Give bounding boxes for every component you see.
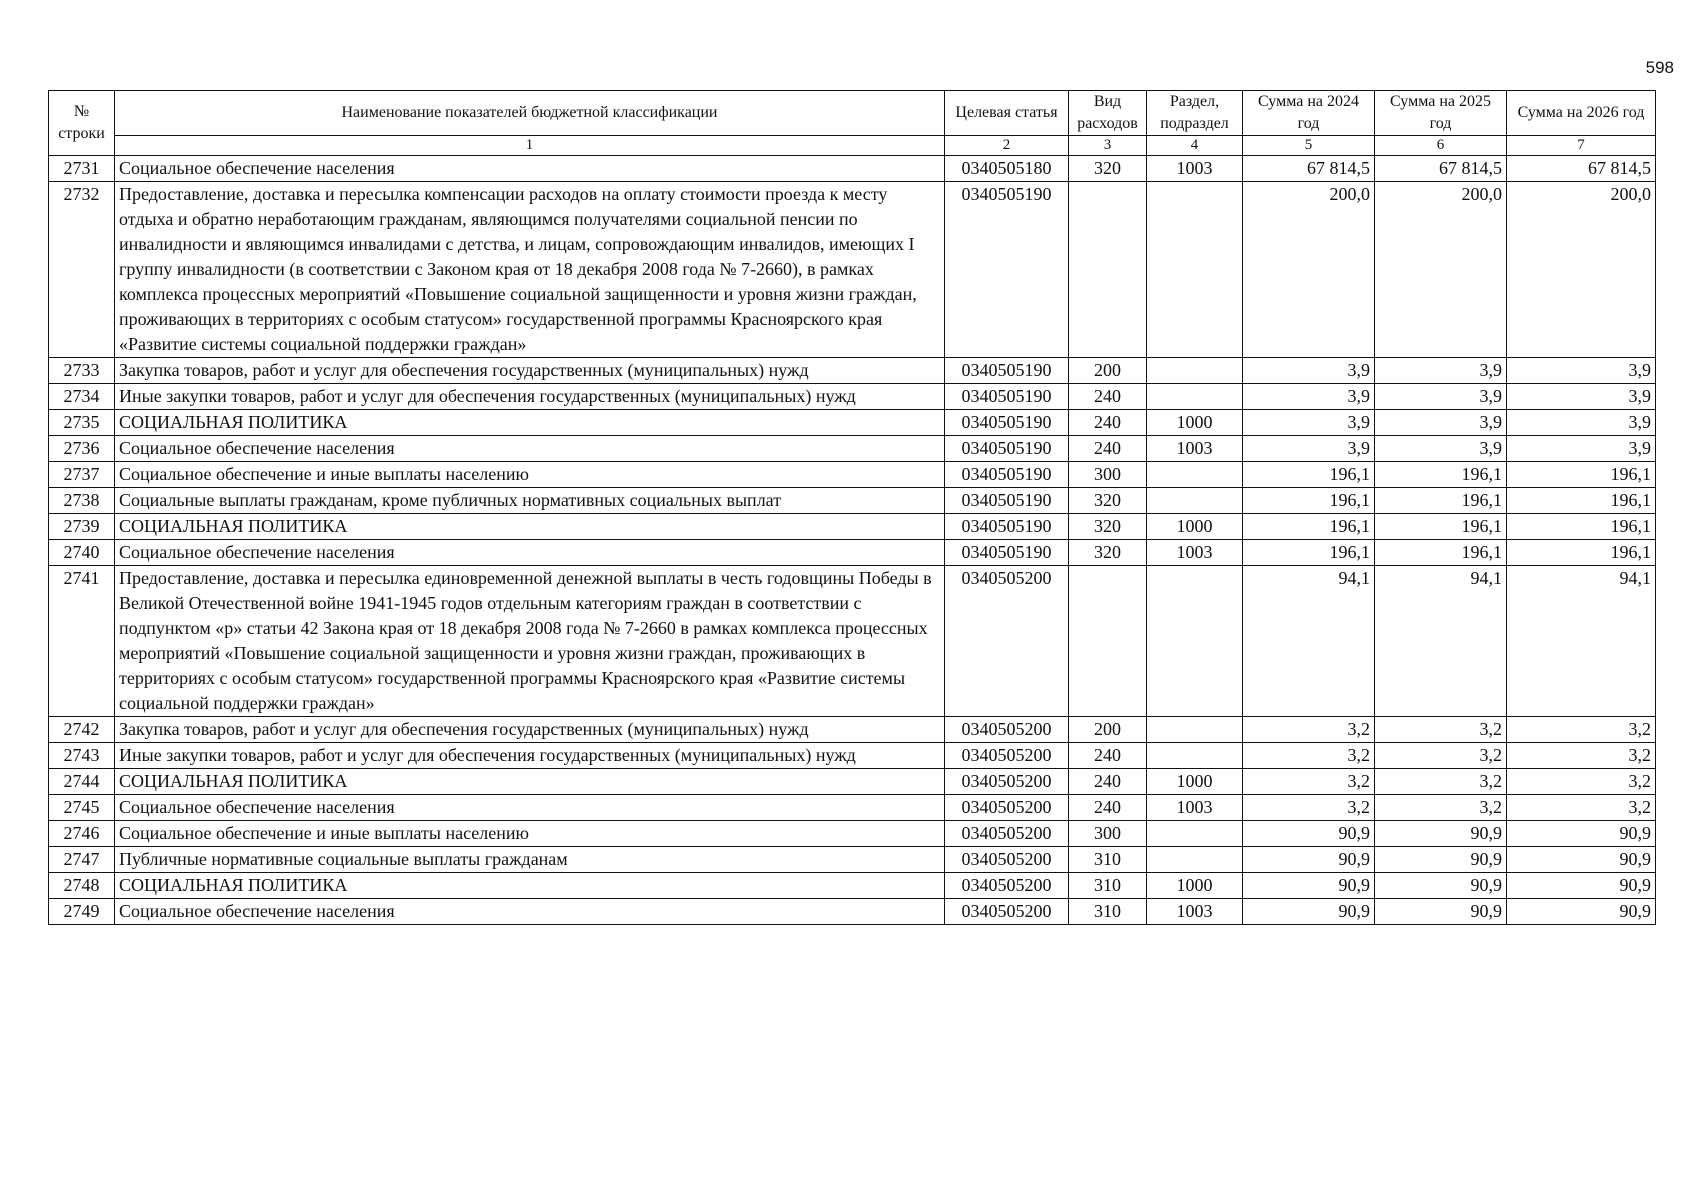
expense-type-cell: 240 <box>1069 436 1147 462</box>
target-article-cell: 0340505180 <box>945 156 1069 182</box>
row-number-cell: 2731 <box>49 156 115 182</box>
expense-type-cell: 310 <box>1069 899 1147 925</box>
row-number-cell: 2733 <box>49 358 115 384</box>
sum-2026-cell: 3,9 <box>1507 436 1656 462</box>
sum-2026-cell: 90,9 <box>1507 847 1656 873</box>
sum-2024-cell: 196,1 <box>1243 540 1375 566</box>
sum-2024-cell: 196,1 <box>1243 462 1375 488</box>
row-number-cell: 2737 <box>49 462 115 488</box>
sum-2026-cell: 3,9 <box>1507 410 1656 436</box>
row-number-cell: 2738 <box>49 488 115 514</box>
target-article-cell: 0340505200 <box>945 873 1069 899</box>
indicator-name-cell: Социальное обеспечение населения <box>115 156 945 182</box>
indicator-name-cell: СОЦИАЛЬНАЯ ПОЛИТИКА <box>115 514 945 540</box>
row-number-cell: 2739 <box>49 514 115 540</box>
sum-2024-cell: 3,9 <box>1243 384 1375 410</box>
section-cell: 1003 <box>1147 540 1243 566</box>
sum-2025-cell: 90,9 <box>1375 821 1507 847</box>
header-expense-type: Вид расходов <box>1069 91 1147 136</box>
target-article-cell: 0340505200 <box>945 717 1069 743</box>
expense-type-cell <box>1069 566 1147 717</box>
sum-2026-cell: 3,9 <box>1507 358 1656 384</box>
row-number-cell: 2747 <box>49 847 115 873</box>
indicator-name-cell: СОЦИАЛЬНАЯ ПОЛИТИКА <box>115 410 945 436</box>
table-row <box>49 566 1656 717</box>
row-number-cell: 2741 <box>49 566 115 717</box>
sum-2026-cell: 196,1 <box>1507 514 1656 540</box>
header-sum-2024: Сумма на 2024 год <box>1243 91 1375 136</box>
indicator-name-cell: Социальное обеспечение и иные выплаты населению <box>115 462 945 488</box>
column-number: 2 <box>945 136 1069 156</box>
indicator-name-cell: Социальное обеспечение населения <box>115 436 945 462</box>
table-row <box>49 847 1656 873</box>
target-article-cell: 0340505200 <box>945 566 1069 717</box>
indicator-name-cell: Социальное обеспечение и иные выплаты населению <box>115 821 945 847</box>
sum-2026-cell: 90,9 <box>1507 899 1656 925</box>
row-number-cell: 2745 <box>49 795 115 821</box>
indicator-name-cell: СОЦИАЛЬНАЯ ПОЛИТИКА <box>115 873 945 899</box>
header-row <box>49 91 1656 136</box>
sum-2026-cell: 200,0 <box>1507 182 1656 358</box>
sum-2025-cell: 3,9 <box>1375 436 1507 462</box>
column-number: 5 <box>1243 136 1375 156</box>
sum-2024-cell: 3,9 <box>1243 358 1375 384</box>
indicator-name-cell: Предоставление, доставка и пересылка компенсации расходов на оплату стоимости проезда к месту отдыха и обратно неработающим гражданам, являющимся получателями социальной пенсии по инвалидности и являющимся инвалидами с детства, и лицам, сопровождающим инвалидов, имеющих I группу инвалидности (в соответствии с Законом края от 18 декабря 2008 года № 7-2660), в рамках комплекса процессных мероприятий «Повышение социальной защищенности и уровня жизни граждан, проживающих в территориях с особым статусом» государственной программы Красноярского края «Развитие системы социальной поддержки граждан» <box>115 182 945 358</box>
target-article-cell: 0340505200 <box>945 769 1069 795</box>
table-row <box>49 488 1656 514</box>
row-number-cell: 2742 <box>49 717 115 743</box>
section-cell <box>1147 358 1243 384</box>
column-number: 6 <box>1375 136 1507 156</box>
sum-2025-cell: 90,9 <box>1375 847 1507 873</box>
sum-2026-cell: 196,1 <box>1507 488 1656 514</box>
expense-type-cell: 200 <box>1069 358 1147 384</box>
section-cell <box>1147 821 1243 847</box>
table-row <box>49 795 1656 821</box>
header-sum-2026: Сумма на 2026 год <box>1507 91 1656 136</box>
expense-type-cell: 240 <box>1069 410 1147 436</box>
expense-type-cell: 240 <box>1069 384 1147 410</box>
sum-2024-cell: 90,9 <box>1243 873 1375 899</box>
table-row <box>49 410 1656 436</box>
header-sum-2025: Сумма на 2025 год <box>1375 91 1507 136</box>
sum-2024-cell: 3,9 <box>1243 436 1375 462</box>
sum-2024-cell: 90,9 <box>1243 899 1375 925</box>
table-row <box>49 821 1656 847</box>
row-number-cell: 2734 <box>49 384 115 410</box>
expense-type-cell: 310 <box>1069 847 1147 873</box>
section-cell <box>1147 384 1243 410</box>
section-cell <box>1147 462 1243 488</box>
target-article-cell: 0340505190 <box>945 540 1069 566</box>
expense-type-cell: 240 <box>1069 769 1147 795</box>
table-row <box>49 384 1656 410</box>
table-row <box>49 462 1656 488</box>
target-article-cell: 0340505200 <box>945 795 1069 821</box>
sum-2026-cell: 3,2 <box>1507 769 1656 795</box>
expense-type-cell: 300 <box>1069 821 1147 847</box>
target-article-cell: 0340505200 <box>945 821 1069 847</box>
row-number-cell: 2744 <box>49 769 115 795</box>
sum-2024-cell: 94,1 <box>1243 566 1375 717</box>
sum-2025-cell: 3,2 <box>1375 717 1507 743</box>
sum-2025-cell: 200,0 <box>1375 182 1507 358</box>
column-number: 4 <box>1147 136 1243 156</box>
sum-2025-cell: 67 814,5 <box>1375 156 1507 182</box>
section-cell <box>1147 717 1243 743</box>
budget-table <box>48 90 1656 925</box>
table-row <box>49 873 1656 899</box>
sum-2025-cell: 196,1 <box>1375 514 1507 540</box>
table-row <box>49 514 1656 540</box>
sum-2026-cell: 94,1 <box>1507 566 1656 717</box>
target-article-cell: 0340505190 <box>945 488 1069 514</box>
target-article-cell: 0340505190 <box>945 182 1069 358</box>
header-name: Наименование показателей бюджетной классификации <box>115 91 945 136</box>
indicator-name-cell: Социальное обеспечение населения <box>115 899 945 925</box>
sum-2026-cell: 196,1 <box>1507 540 1656 566</box>
sum-2025-cell: 3,9 <box>1375 358 1507 384</box>
section-cell: 1000 <box>1147 769 1243 795</box>
sum-2024-cell: 90,9 <box>1243 821 1375 847</box>
section-cell: 1003 <box>1147 156 1243 182</box>
header-target: Целевая статья <box>945 91 1069 136</box>
expense-type-cell: 240 <box>1069 795 1147 821</box>
sum-2026-cell: 67 814,5 <box>1507 156 1656 182</box>
expense-type-cell: 310 <box>1069 873 1147 899</box>
column-number: 3 <box>1069 136 1147 156</box>
expense-type-cell: 320 <box>1069 514 1147 540</box>
table-row <box>49 358 1656 384</box>
table-row <box>49 717 1656 743</box>
indicator-name-cell: Социальные выплаты гражданам, кроме публичных нормативных социальных выплат <box>115 488 945 514</box>
sum-2024-cell: 3,2 <box>1243 769 1375 795</box>
sum-2026-cell: 3,9 <box>1507 384 1656 410</box>
row-number-cell: 2732 <box>49 182 115 358</box>
header-row-no: № строки <box>49 91 115 156</box>
row-number-cell: 2746 <box>49 821 115 847</box>
expense-type-cell: 240 <box>1069 743 1147 769</box>
target-article-cell: 0340505190 <box>945 358 1069 384</box>
row-number-cell: 2736 <box>49 436 115 462</box>
row-number-cell: 2748 <box>49 873 115 899</box>
row-number-cell: 2749 <box>49 899 115 925</box>
table-row <box>49 540 1656 566</box>
target-article-cell: 0340505190 <box>945 514 1069 540</box>
section-cell <box>1147 182 1243 358</box>
indicator-name-cell: Публичные нормативные социальные выплаты гражданам <box>115 847 945 873</box>
section-cell <box>1147 488 1243 514</box>
sum-2024-cell: 196,1 <box>1243 514 1375 540</box>
section-cell: 1000 <box>1147 410 1243 436</box>
table-row <box>49 156 1656 182</box>
target-article-cell: 0340505190 <box>945 410 1069 436</box>
section-cell: 1003 <box>1147 436 1243 462</box>
sum-2024-cell: 3,9 <box>1243 410 1375 436</box>
page-number: 598 <box>1645 58 1674 77</box>
header-section: Раздел, подраздел <box>1147 91 1243 136</box>
column-number-row <box>49 136 1656 156</box>
target-article-cell: 0340505200 <box>945 899 1069 925</box>
indicator-name-cell: Закупка товаров, работ и услуг для обеспечения государственных (муниципальных) нужд <box>115 358 945 384</box>
sum-2026-cell: 3,2 <box>1507 743 1656 769</box>
sum-2026-cell: 3,2 <box>1507 717 1656 743</box>
table-row <box>49 182 1656 358</box>
expense-type-cell: 200 <box>1069 717 1147 743</box>
sum-2025-cell: 196,1 <box>1375 462 1507 488</box>
sum-2026-cell: 90,9 <box>1507 821 1656 847</box>
sum-2026-cell: 196,1 <box>1507 462 1656 488</box>
sum-2024-cell: 67 814,5 <box>1243 156 1375 182</box>
indicator-name-cell: Социальное обеспечение населения <box>115 540 945 566</box>
target-article-cell: 0340505200 <box>945 847 1069 873</box>
section-cell <box>1147 566 1243 717</box>
row-number-cell: 2740 <box>49 540 115 566</box>
sum-2025-cell: 196,1 <box>1375 540 1507 566</box>
expense-type-cell: 300 <box>1069 462 1147 488</box>
indicator-name-cell: Социальное обеспечение населения <box>115 795 945 821</box>
sum-2024-cell: 90,9 <box>1243 847 1375 873</box>
table-row <box>49 899 1656 925</box>
expense-type-cell: 320 <box>1069 540 1147 566</box>
indicator-name-cell: Иные закупки товаров, работ и услуг для обеспечения государственных (муниципальных) нужд <box>115 384 945 410</box>
sum-2024-cell: 200,0 <box>1243 182 1375 358</box>
row-number-cell: 2735 <box>49 410 115 436</box>
expense-type-cell <box>1069 182 1147 358</box>
sum-2025-cell: 3,2 <box>1375 795 1507 821</box>
indicator-name-cell: Предоставление, доставка и пересылка единовременной денежной выплаты в честь годовщины Победы в Великой Отечественной войне 1941-1945 годов отдельным категориям граждан в соответствии с подпунктом «р» статьи 42 Закона края от 18 декабря 2008 года № 7-2660 в рамках комплекса процессных мероприятий «Повышение социальной защищенности и уровня жизни граждан, проживающих в территориях с особым статусом» государственной программы Красноярского края «Развитие системы социальной поддержки граждан» <box>115 566 945 717</box>
sum-2025-cell: 3,2 <box>1375 743 1507 769</box>
sum-2025-cell: 196,1 <box>1375 488 1507 514</box>
indicator-name-cell: Иные закупки товаров, работ и услуг для обеспечения государственных (муниципальных) нужд <box>115 743 945 769</box>
sum-2024-cell: 3,2 <box>1243 795 1375 821</box>
indicator-name-cell: СОЦИАЛЬНАЯ ПОЛИТИКА <box>115 769 945 795</box>
section-cell <box>1147 743 1243 769</box>
sum-2025-cell: 94,1 <box>1375 566 1507 717</box>
sum-2025-cell: 3,9 <box>1375 410 1507 436</box>
section-cell: 1000 <box>1147 514 1243 540</box>
section-cell: 1003 <box>1147 795 1243 821</box>
sum-2024-cell: 3,2 <box>1243 743 1375 769</box>
sum-2025-cell: 3,9 <box>1375 384 1507 410</box>
table-row <box>49 769 1656 795</box>
expense-type-cell: 320 <box>1069 488 1147 514</box>
sum-2024-cell: 196,1 <box>1243 488 1375 514</box>
table-row <box>49 743 1656 769</box>
sum-2024-cell: 3,2 <box>1243 717 1375 743</box>
column-number: 7 <box>1507 136 1656 156</box>
section-cell <box>1147 847 1243 873</box>
sum-2025-cell: 3,2 <box>1375 769 1507 795</box>
table-body <box>49 156 1656 925</box>
sum-2026-cell: 90,9 <box>1507 873 1656 899</box>
table-row <box>49 436 1656 462</box>
section-cell: 1000 <box>1147 873 1243 899</box>
section-cell: 1003 <box>1147 899 1243 925</box>
target-article-cell: 0340505190 <box>945 384 1069 410</box>
expense-type-cell: 320 <box>1069 156 1147 182</box>
column-number: 1 <box>115 136 945 156</box>
target-article-cell: 0340505200 <box>945 743 1069 769</box>
target-article-cell: 0340505190 <box>945 436 1069 462</box>
sum-2025-cell: 90,9 <box>1375 899 1507 925</box>
sum-2026-cell: 3,2 <box>1507 795 1656 821</box>
target-article-cell: 0340505190 <box>945 462 1069 488</box>
indicator-name-cell: Закупка товаров, работ и услуг для обеспечения государственных (муниципальных) нужд <box>115 717 945 743</box>
row-number-cell: 2743 <box>49 743 115 769</box>
sum-2025-cell: 90,9 <box>1375 873 1507 899</box>
